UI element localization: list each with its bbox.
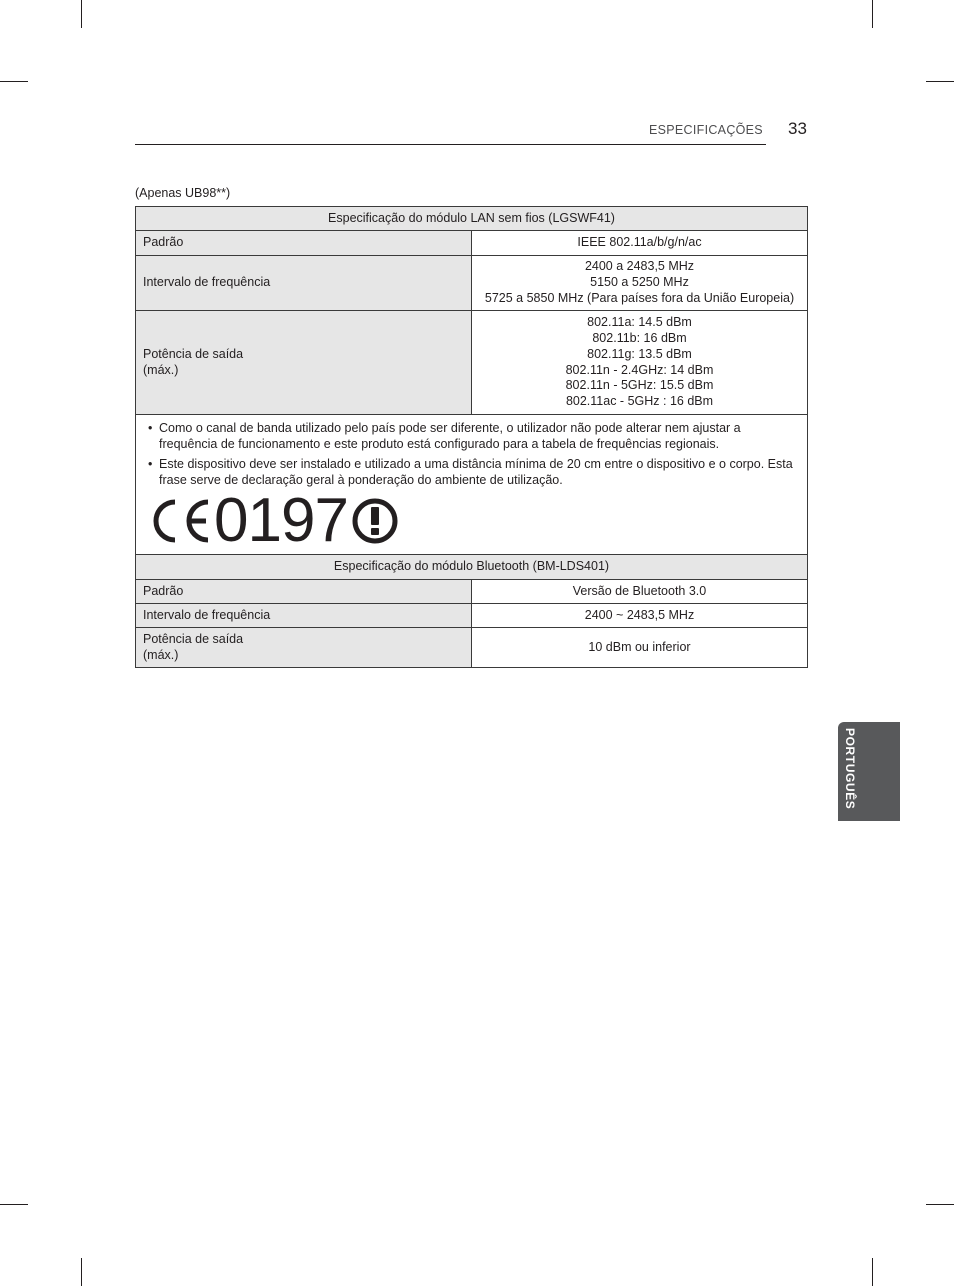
row-value bbox=[472, 256, 808, 311]
table-row bbox=[136, 628, 808, 668]
crop-mark bbox=[81, 1258, 82, 1286]
bluetooth-title: Especificação do módulo Bluetooth (BM-LDS401) bbox=[136, 555, 808, 580]
label-line: (máx.) bbox=[143, 647, 179, 662]
value-line: 2400 ~ 2483,5 MHz bbox=[584, 607, 695, 622]
notes-list bbox=[148, 420, 799, 488]
notes-cell bbox=[136, 415, 808, 555]
language-tab-label: PORTUGUÊS bbox=[843, 728, 857, 810]
spec-table bbox=[135, 206, 808, 668]
value-line: 802.11ac - 5GHz : 16 dBm bbox=[565, 393, 714, 408]
notified-body-number: 0197 bbox=[214, 486, 348, 555]
value-line: 802.11b: 16 dBm bbox=[592, 331, 687, 346]
crop-mark bbox=[926, 1204, 954, 1205]
value-line: 802.11g: 13.5 dBm bbox=[587, 346, 692, 361]
value-line: 802.11n - 5GHz: 15.5 dBm bbox=[565, 378, 714, 393]
model-note: (Apenas UB98**) bbox=[135, 186, 231, 200]
note-item: • Como o canal de banda utilizado pelo país pode ser diferente, o utilizador não pode alterar nem ajustar a frequência de funcionamento e este produto está configurado para a tabela de frequências regionais. bbox=[148, 420, 799, 452]
row-value bbox=[472, 231, 808, 256]
label-line: Potência de saída bbox=[143, 631, 244, 646]
crop-mark bbox=[926, 81, 954, 82]
value-line: 10 dBm ou inferior bbox=[588, 639, 691, 654]
label-line: Potência de saída bbox=[143, 346, 244, 361]
row-label bbox=[136, 628, 472, 668]
value-line: Versão de Bluetooth 3.0 bbox=[572, 583, 707, 598]
label-line: (máx.) bbox=[143, 362, 179, 377]
row-label bbox=[136, 311, 472, 415]
value-line: 5725 a 5850 MHz (Para países fora da União Europeia) bbox=[484, 290, 795, 305]
bluetooth-title-row bbox=[136, 555, 808, 580]
row-value bbox=[472, 580, 808, 604]
crop-mark bbox=[872, 1258, 873, 1286]
section-title: ESPECIFICAÇÕES bbox=[649, 123, 763, 137]
ce-mark-icon bbox=[148, 496, 212, 546]
alert-circle-icon bbox=[350, 496, 400, 546]
ce-marking bbox=[148, 486, 799, 555]
table-row bbox=[136, 311, 808, 415]
crop-mark bbox=[0, 81, 28, 82]
row-value bbox=[472, 628, 808, 668]
table-row bbox=[136, 256, 808, 311]
page-number: 33 bbox=[788, 119, 807, 138]
table-row bbox=[136, 231, 808, 256]
table-row bbox=[136, 580, 808, 604]
row-value bbox=[472, 604, 808, 628]
wlan-title: Especificação do módulo LAN sem fios (LGSWF41) bbox=[136, 207, 808, 231]
table-row bbox=[136, 604, 808, 628]
row-label: Padrão bbox=[136, 580, 472, 604]
row-label: Intervalo de frequência bbox=[136, 604, 472, 628]
value-line: 2400 a 2483,5 MHz bbox=[584, 259, 695, 274]
crop-mark bbox=[872, 0, 873, 28]
value-line: 802.11n - 2.4GHz: 14 dBm bbox=[565, 362, 714, 377]
crop-mark bbox=[81, 0, 82, 28]
crop-mark bbox=[0, 1204, 28, 1205]
note-item: • Este dispositivo deve ser instalado e utilizado a uma distância mínima de 20 cm entre o dispositivo e o corpo. Esta frase serve de declaração geral à ponderação do ambiente de utilização. bbox=[148, 456, 799, 488]
notes-row bbox=[136, 415, 808, 555]
row-value bbox=[472, 311, 808, 415]
wlan-title-row bbox=[136, 207, 808, 231]
value-line: 802.11a: 14.5 dBm bbox=[587, 315, 692, 330]
header-divider bbox=[135, 144, 766, 145]
row-label: Padrão bbox=[136, 231, 472, 256]
value-line: 5150 a 5250 MHz bbox=[590, 275, 689, 290]
value-line: IEEE 802.11a/b/g/n/ac bbox=[577, 235, 702, 250]
row-label: Intervalo de frequência bbox=[136, 256, 472, 311]
